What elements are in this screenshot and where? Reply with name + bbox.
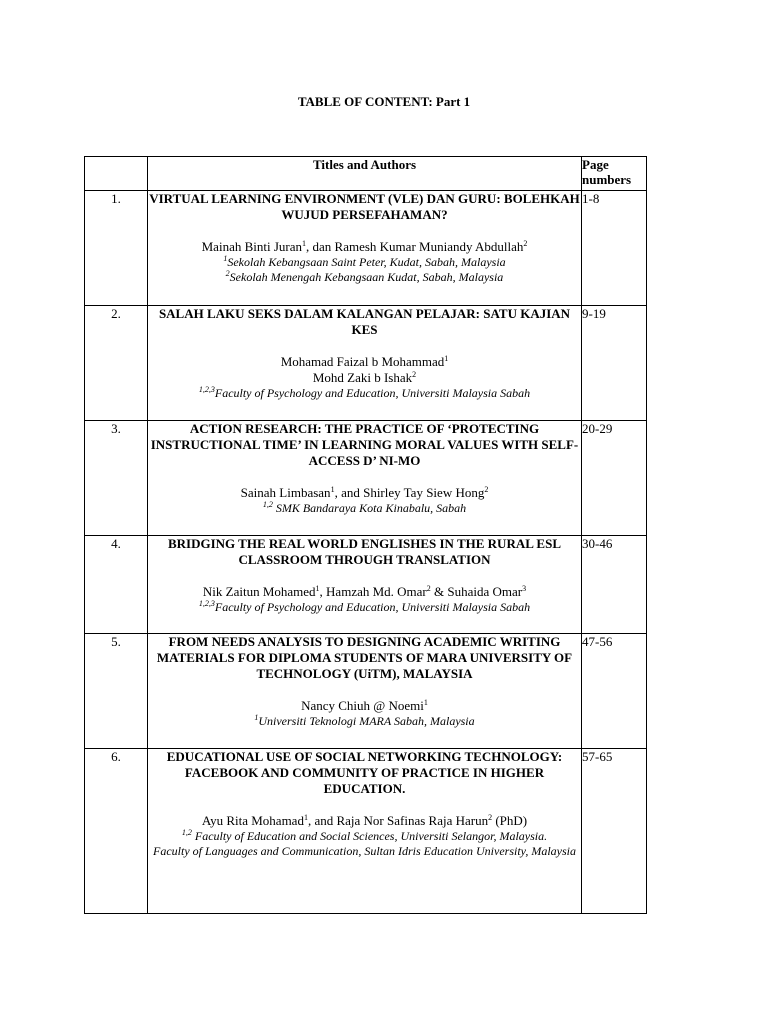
article-title: SALAH LAKU SEKS DALAM KALANGAN PELAJAR: SATU KAJIAN KES bbox=[158, 306, 571, 337]
text-run: , and Shirley Tay Siew Hong bbox=[334, 485, 485, 500]
toc-header-row bbox=[85, 157, 647, 191]
article-affiliations bbox=[148, 255, 581, 285]
affiliation-line bbox=[148, 714, 581, 729]
author-line bbox=[148, 698, 581, 714]
article-authors bbox=[148, 813, 581, 829]
superscript-marker: 1 bbox=[302, 239, 307, 248]
entry-cell bbox=[148, 634, 582, 749]
page-title: TABLE OF CONTENT: Part 1 bbox=[297, 94, 471, 109]
entry-cell bbox=[148, 536, 582, 634]
text-run: SMK Bandaraya Kota Kinabalu, Sabah bbox=[272, 501, 467, 515]
text-run: , Hamzah Md. Omar bbox=[319, 584, 427, 599]
superscript-marker: 1 bbox=[423, 698, 428, 707]
superscript-marker: 1 bbox=[330, 485, 335, 494]
affiliation-line bbox=[148, 270, 581, 285]
entry-number: 2. bbox=[85, 306, 148, 421]
text-run: (PhD) bbox=[492, 813, 528, 828]
article-authors bbox=[148, 485, 581, 501]
article-affiliations bbox=[148, 600, 581, 615]
affiliation-line bbox=[148, 844, 581, 859]
affiliation-line bbox=[148, 829, 581, 844]
text-run: Mohd Zaki b Ishak bbox=[312, 370, 413, 385]
superscript-marker: 1,2,3 bbox=[198, 599, 215, 608]
article-affiliations bbox=[148, 714, 581, 729]
superscript-marker: 1 bbox=[315, 584, 320, 593]
entry-page-range: 47-56 bbox=[582, 634, 647, 749]
entry-cell bbox=[148, 749, 582, 914]
header-page-numbers: Page numbers bbox=[582, 157, 647, 191]
superscript-marker: 1 bbox=[444, 354, 449, 363]
entry-number: 6. bbox=[85, 749, 148, 914]
superscript-marker: 1 bbox=[223, 254, 228, 263]
superscript-marker: 1,2 bbox=[181, 828, 192, 837]
article-title: FROM NEEDS ANALYSIS TO DESIGNING ACADEMIC WRITING MATERIALS FOR DIPLOMA STUDENTS OF MARA UNIVERSITY OF TECHNOLOGY (UiTM), MALAYSIA bbox=[156, 634, 573, 681]
article-affiliations bbox=[148, 386, 581, 401]
article-authors bbox=[148, 698, 581, 714]
text-run: Universiti Teknologi MARA Sabah, Malaysia bbox=[258, 714, 475, 728]
text-run: Sekolah Menengah Kebangsaan Kudat, Sabah, Malaysia bbox=[229, 270, 504, 284]
header-titles-authors: Titles and Authors bbox=[148, 157, 582, 191]
superscript-marker: 2 bbox=[484, 485, 489, 494]
text-run: Faculty of Education and Social Sciences, Universiti Selangor, Malaysia. bbox=[191, 829, 548, 843]
toc-body bbox=[85, 191, 647, 914]
toc-row bbox=[85, 536, 647, 634]
affiliation-line bbox=[148, 255, 581, 270]
text-run: Faculty of Psychology and Education, Universiti Malaysia Sabah bbox=[214, 386, 531, 400]
article-title: EDUCATIONAL USE OF SOCIAL NETWORKING TECHNOLOGY: FACEBOOK AND COMMUNITY OF PRACTICE IN HIGHER EDUCATION. bbox=[166, 749, 563, 796]
entry-cell bbox=[148, 421, 582, 536]
text-run: Nancy Chiuh @ Noemi bbox=[301, 698, 424, 713]
superscript-marker: 1,2,3 bbox=[198, 385, 215, 394]
text-run: Ayu Rita Mohamad bbox=[201, 813, 304, 828]
header-number-cell bbox=[85, 157, 148, 191]
author-line bbox=[148, 370, 581, 386]
entry-number: 3. bbox=[85, 421, 148, 536]
text-run: Faculty of Languages and Communication, Sultan Idris Education University, Malaysia bbox=[153, 844, 576, 858]
superscript-marker: 2 bbox=[523, 239, 528, 248]
text-run: , dan Ramesh Kumar Muniandy Abdullah bbox=[306, 239, 524, 254]
toc-row bbox=[85, 306, 647, 421]
entry-number: 1. bbox=[85, 191, 148, 306]
toc-row bbox=[85, 191, 647, 306]
entry-page-range: 1-8 bbox=[582, 191, 647, 306]
article-authors bbox=[148, 354, 581, 386]
affiliation-line bbox=[148, 501, 581, 516]
superscript-marker: 2 bbox=[225, 269, 230, 278]
affiliation-line bbox=[148, 386, 581, 401]
entry-cell bbox=[148, 191, 582, 306]
entry-number: 5. bbox=[85, 634, 148, 749]
text-run: , and Raja Nor Safinas Raja Harun bbox=[307, 813, 489, 828]
article-authors bbox=[148, 584, 581, 600]
text-run: Nik Zaitun Mohamed bbox=[202, 584, 316, 599]
article-title: ACTION RESEARCH: THE PRACTICE OF ‘PROTECTING INSTRUCTIONAL TIME’ IN LEARNING MORAL VALUES WITH SELF-ACCESS D’ NI-MO bbox=[150, 421, 579, 468]
text-run: Mainah Binti Juran bbox=[201, 239, 303, 254]
author-line bbox=[148, 239, 581, 255]
author-line bbox=[148, 354, 581, 370]
author-line bbox=[148, 485, 581, 501]
entry-page-range: 9-19 bbox=[582, 306, 647, 421]
entry-page-range: 20-29 bbox=[582, 421, 647, 536]
text-run: Faculty of Psychology and Education, Universiti Malaysia Sabah bbox=[214, 600, 531, 614]
toc-row bbox=[85, 749, 647, 914]
text-run: Mohamad Faizal b Mohammad bbox=[280, 354, 445, 369]
superscript-marker: 2 bbox=[488, 813, 493, 822]
article-title: VIRTUAL LEARNING ENVIRONMENT (VLE) DAN GURU: BOLEHKAH WUJUD PERSEFAHAMAN? bbox=[149, 191, 580, 222]
superscript-marker: 1,2 bbox=[262, 500, 273, 509]
article-affiliations bbox=[148, 501, 581, 516]
toc-row bbox=[85, 421, 647, 536]
text-run: & Suhaida Omar bbox=[430, 584, 523, 599]
superscript-marker: 3 bbox=[522, 584, 527, 593]
entry-page-range: 57-65 bbox=[582, 749, 647, 914]
article-title: BRIDGING THE REAL WORLD ENGLISHES IN THE RURAL ESL CLASSROOM THROUGH TRANSLATION bbox=[167, 536, 561, 567]
author-line bbox=[148, 584, 581, 600]
entry-number: 4. bbox=[85, 536, 148, 634]
article-authors bbox=[148, 239, 581, 255]
toc-row bbox=[85, 634, 647, 749]
toc-table bbox=[84, 156, 647, 914]
superscript-marker: 2 bbox=[426, 584, 431, 593]
article-affiliations bbox=[148, 829, 581, 859]
author-line bbox=[148, 813, 581, 829]
affiliation-line bbox=[148, 600, 581, 615]
text-run: Sainah Limbasan bbox=[240, 485, 331, 500]
superscript-marker: 1 bbox=[254, 713, 259, 722]
superscript-marker: 1 bbox=[303, 813, 308, 822]
entry-page-range: 30-46 bbox=[582, 536, 647, 634]
text-run: Sekolah Kebangsaan Saint Peter, Kudat, Sabah, Malaysia bbox=[227, 255, 506, 269]
entry-cell bbox=[148, 306, 582, 421]
superscript-marker: 2 bbox=[412, 370, 417, 379]
